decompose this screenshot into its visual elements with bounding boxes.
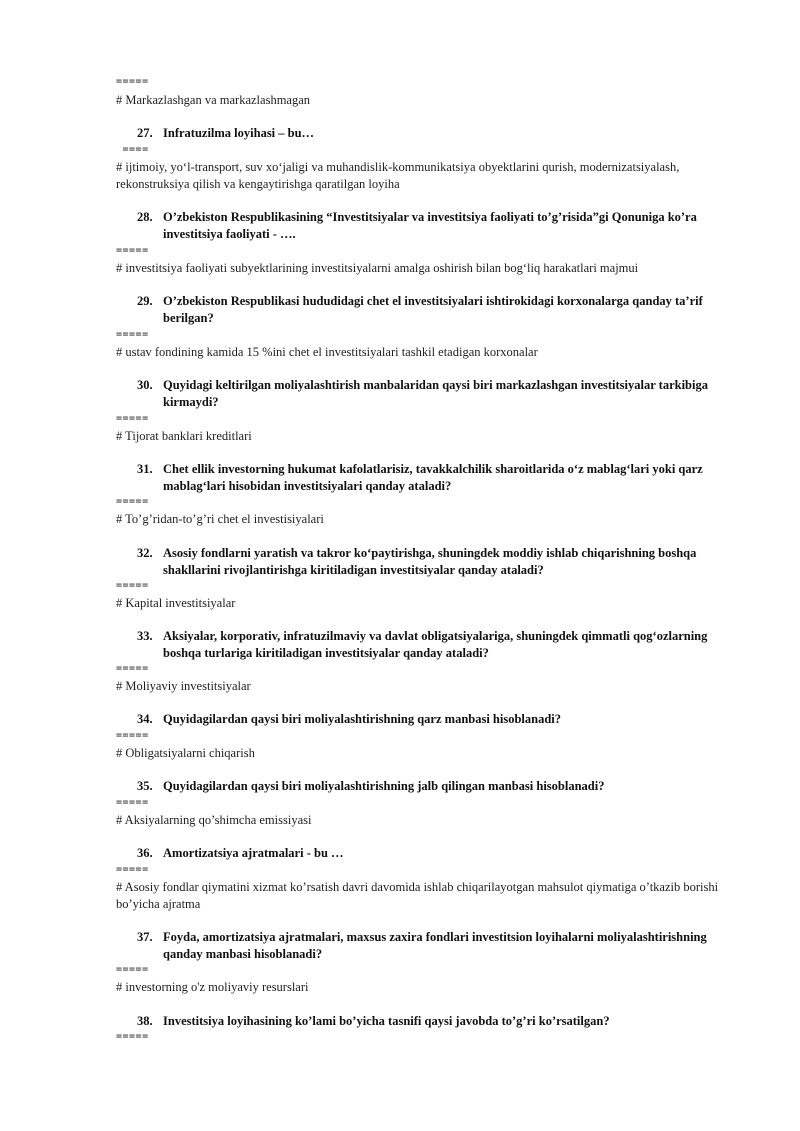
question-number: 35. <box>137 779 153 793</box>
question-text: Quyidagilardan qaysi biri moliyalashtirishning qarz manbasi hisoblanadi? <box>163 712 562 726</box>
question-text: O’zbekiston Respublikasining “Investitsiyalar va investitsiya faoliyati to’g’risida”gi Qonuniga ko’ra investitsiya faoliyati - …. <box>163 210 697 241</box>
answer-text: # investorning o'z moliyaviy resurslari <box>116 980 309 994</box>
question-32 <box>137 545 747 579</box>
question-number: 27. <box>137 126 153 140</box>
answer-text: # ijtimoiy, yo‘l-transport, suv xo‘jaligi va muhandislik-kommunikatsiya obyektlarini qurish, modernizatsiyalash, rekonstruksiya qilish va kengaytirishga qaratilgan loyiha <box>116 160 680 191</box>
answer-text: # investitsiya faoliyati subyektlarining investitsiyalarni amalga oshirish bilan bog‘liq harakatlari majmui <box>116 261 639 275</box>
answer-text: # Markazlashgan va markazlashmagan <box>116 93 311 107</box>
separator: ===== <box>116 864 149 875</box>
question-35 <box>137 778 747 795</box>
answer-text: # Obligatsiyalarni chiqarish <box>116 746 255 760</box>
question-text: Aksiyalar, korporativ, infratuzilmaviy va davlat obligatsiyalariga, shuningdek qimmatli qog‘ozlarning boshqa turlariga kiritiladigan investitsiyalar qanday ataladi? <box>163 629 708 660</box>
question-37 <box>137 929 747 963</box>
question-number: 30. <box>137 378 153 392</box>
question-34 <box>137 711 747 728</box>
question-number: 28. <box>137 210 153 224</box>
question-38 <box>137 1013 747 1030</box>
question-text: Foyda, amortizatsiya ajratmalari, maxsus zaxira fondlari investitsion loyihalarni moliyalashtirishning qanday manbasi hisoblanadi? <box>163 930 707 961</box>
question-30 <box>137 377 747 411</box>
separator: ===== <box>116 245 149 256</box>
question-number: 38. <box>137 1014 153 1028</box>
separator: ===== <box>116 663 149 674</box>
separator: ===== <box>116 797 149 808</box>
separator: ===== <box>116 580 149 591</box>
question-29 <box>137 293 747 327</box>
question-number: 31. <box>137 462 153 476</box>
answer-text: # Asosiy fondlar qiymatini xizmat ko’rsatish davri davomida ishlab chiqarilayotgan mahsulot qiymatiga o’tkazib borishi bo’yicha ajratma <box>116 880 719 911</box>
answer-text: # Moliyaviy investitsiyalar <box>116 679 251 693</box>
question-text: O’zbekiston Respublikasi hududidagi chet el investitsiyalari ishtirokidagi korxonalarga qanday ta’rif berilgan? <box>163 294 703 325</box>
question-number: 37. <box>137 930 153 944</box>
separator: ===== <box>116 413 149 424</box>
answer-text: # Aksiyalarning qo’shimcha emissiyasi <box>116 813 312 827</box>
separator: ===== <box>116 964 149 975</box>
question-number: 34. <box>137 712 153 726</box>
question-number: 33. <box>137 629 153 643</box>
question-text: Quyidagi keltirilgan moliyalashtirish manbalaridan qaysi biri markazlashgan investitsiyalar tarkibiga kirmaydi? <box>163 378 708 409</box>
answer-text: # Tijorat banklari kreditlari <box>116 429 252 443</box>
separator: ===== <box>116 76 149 87</box>
answer-text: # To’g’ridan-to’g’ri chet el investisiyalari <box>116 512 324 526</box>
question-28 <box>137 209 747 243</box>
question-31 <box>137 461 747 495</box>
separator: ===== <box>116 1031 149 1042</box>
question-number: 36. <box>137 846 153 860</box>
separator: ===== <box>116 730 149 741</box>
answer-text: # ustav fondining kamida 15 %ini chet el investitsiyalari tashkil etadigan korxonalar <box>116 345 538 359</box>
question-number: 32. <box>137 546 153 560</box>
question-number: 29. <box>137 294 153 308</box>
question-text: Amortizatsiya ajratmalari - bu … <box>163 846 344 860</box>
question-text: Investitsiya loyihasining ko’lami bo’yicha tasnifi qaysi javobda to’g’ri ko’rsatilgan? <box>163 1014 610 1028</box>
separator: ==== <box>116 144 149 155</box>
question-text: Quyidagilardan qaysi biri moliyalashtirishning jalb qilingan manbasi hisoblanadi? <box>163 779 605 793</box>
separator: ===== <box>116 496 149 507</box>
question-text: Infratuzilma loyihasi – bu… <box>163 126 315 140</box>
question-36 <box>137 845 747 862</box>
answer-text: # Kapital investitsiyalar <box>116 596 236 610</box>
question-27 <box>137 125 747 142</box>
separator: ===== <box>116 329 149 340</box>
question-33 <box>137 628 747 662</box>
question-text: Asosiy fondlarni yaratish va takror ko‘paytirishga, shuningdek moddiy ishlab chiqarishning boshqa shakllarini rivojlantirishga kiritiladigan investitsiyalar qanday ataladi? <box>163 546 697 577</box>
question-text: Chet ellik investorning hukumat kafolatlarisiz, tavakkalchilik sharoitlarida o‘z mablag‘lari yoki qarz mablag‘lari hisobidan investitsiyalari qanday ataladi? <box>163 462 703 493</box>
